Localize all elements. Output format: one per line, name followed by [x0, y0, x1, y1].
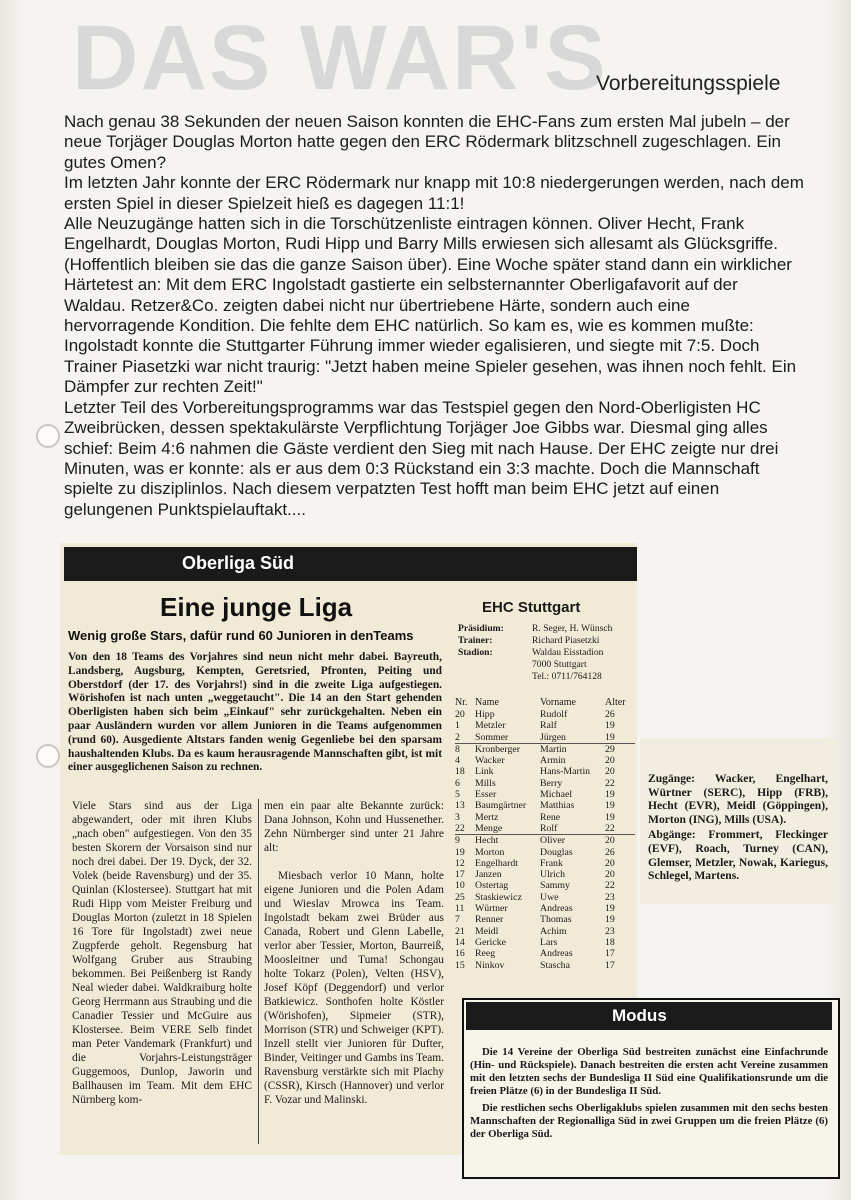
roster-cell: Jürgen: [540, 731, 566, 743]
page-title: DAS WAR'S: [72, 7, 608, 109]
modus-paragraph: Die restlichen sechs Oberligaklubs spielen zusammen mit den sechs besten Mannschaften der Regionalliga Süd in zwei Gruppen um die freien Plätze (6) der Oberliga Süd.: [470, 1102, 828, 1140]
roster-row: [455, 960, 635, 971]
roster-row: [455, 766, 635, 777]
column-divider: [258, 799, 259, 1144]
intro-paragraph: Nach genau 38 Sekunden der neuen Saison konnten die EHC-Fans zum ersten Mal jubeln – der neue Torjäger Douglas Morton hatte gegen den ERC Rödermark blitzschnell zugeschlagen. Ein gutes Omen?: [64, 112, 790, 172]
roster-cell: 19: [605, 811, 615, 823]
roster-row: [455, 812, 635, 823]
club-info-value: 7000 Stuttgart: [532, 659, 587, 670]
clipping-column-2-part-1: men ein paar alte Bekannte zurück: Dana Johnson, Kohn und Hussenether. Zehn Nürnberger sind unter 21 Jahre alt:: [264, 800, 444, 854]
roster-cell: 23: [605, 891, 615, 903]
roster-row: [455, 744, 635, 755]
roster-cell: 25: [455, 891, 465, 903]
roster-cell: 19: [455, 846, 465, 858]
roster-cell: 20: [605, 835, 615, 847]
roster-cell: 22: [605, 777, 615, 789]
roster-cell: 19: [605, 914, 615, 926]
roster-cell: 8: [455, 743, 460, 755]
roster-row: [455, 835, 635, 846]
club-title: EHC Stuttgart: [482, 599, 581, 616]
club-info-label: Präsidium:: [458, 623, 504, 634]
club-info-value: Tel.: 0711/764128: [532, 671, 602, 682]
roster-row: [455, 755, 635, 766]
club-info-label: Stadion:: [458, 647, 493, 658]
roster-cell: Achim: [540, 925, 567, 937]
roster-cell: 19: [605, 903, 615, 915]
roster-cell: 21: [455, 925, 465, 937]
club-info-value: R. Seger, H. Wünsch: [532, 623, 613, 634]
roster-cell: 3: [455, 811, 460, 823]
roster-row: [455, 823, 635, 835]
roster-cell: 22: [605, 880, 615, 892]
roster-cell: Link: [475, 766, 494, 778]
roster-cell: 11: [455, 903, 465, 915]
transfers-text: [648, 772, 828, 883]
roster-cell: 20: [605, 766, 615, 778]
roster-cell: Thomas: [540, 914, 572, 926]
roster-cell: 5: [455, 789, 460, 801]
club-info-row: [458, 671, 602, 682]
roster-cell: Esser: [475, 789, 497, 801]
intro-paragraph: Im letzten Jahr konnte der ERC Rödermark nur knapp mit 10:8 niedergerungen werden, nach dem ersten Spiel in dieser Spielzeit hieß es dagegen 11:1!: [64, 173, 804, 213]
roster-cell: Rudolf: [540, 709, 568, 720]
roster-row: [455, 732, 635, 744]
roster-row: [455, 800, 635, 811]
roster-cell: Staskiewicz: [475, 891, 522, 903]
roster-cell: Martin: [540, 743, 567, 755]
roster-cell: 23: [605, 925, 615, 937]
roster-row: [455, 903, 635, 914]
roster-row: [455, 709, 635, 720]
binder-hole: [36, 424, 60, 448]
roster-row: [455, 720, 635, 731]
roster-cell: Matthias: [540, 800, 575, 812]
roster-cell: Metzler: [475, 720, 506, 732]
roster-cell: 15: [455, 959, 465, 971]
modus-title: Modus: [612, 1006, 667, 1025]
roster-cell: Sommer: [475, 731, 509, 743]
roster-table: [455, 709, 635, 971]
clipping-banner-text: Oberliga Süd: [182, 553, 295, 573]
roster-cell: 20: [605, 869, 615, 881]
roster-cell: Ostertag: [475, 880, 509, 892]
roster-cell: Hans-Martin: [540, 766, 591, 778]
roster-row: [455, 869, 635, 880]
intro-paragraph: Alle Neuzugänge hatten sich in die Torschützenliste eintragen können. Oliver Hecht, Frank Engelhardt, Douglas Morton, Rudi Hipp und Barry Mills erwiesen sich allesamt als Glücksgriffe. (Hoffentlich bleiben sie das die ganze Saison über). Eine Woche später stand dann ein wirklicher Härtetest an: Mit dem ERC Ingolstadt gastierte ein selbsternannter Oberligafavorit auf der Waldau. Retzer&Co. zeigten dabei nicht nur übertriebene Härte, sondern auch eine hervorragende Kondition. Die fehlte dem EHC natürlich. So kam es, wie es kommen mußte: Ingolstadt konnte die Stuttgarter Führung immer wieder egalisieren, und siegte mit 7:5. Doch Trainer Piasetzki war nicht traurig: "Jetzt haben meine Spieler gesehen, was ihnen noch fehlt. Ein Dämpfer zur rechten Zeit!": [64, 214, 797, 397]
roster-cell: 14: [455, 936, 465, 948]
roster-cell: Frank: [540, 857, 563, 869]
roster-cell: Douglas: [540, 846, 573, 858]
roster-cell: Meidl: [475, 925, 499, 937]
abgaenge-list: Frommert, Fleckinger (EVF), Roach, Turney (CAN), Glemser, Metzler, Nowak, Kariegus, Schlegel, Martens.: [648, 828, 828, 883]
roster-cell: Armin: [540, 755, 566, 767]
clipping-subhead: Wenig große Stars, dafür rund 60 Junioren in denTeams: [68, 628, 414, 643]
roster-row: [455, 847, 635, 858]
roster-row: [455, 948, 635, 959]
roster-cell: 29: [605, 743, 615, 755]
binder-hole: [36, 744, 60, 768]
club-info-row: [458, 659, 587, 670]
roster-header-cell: Name: [475, 697, 499, 708]
roster-cell: Berry: [540, 777, 563, 789]
roster-cell: Morton: [475, 846, 505, 858]
roster-row: [455, 880, 635, 891]
roster-cell: 9: [455, 835, 460, 847]
roster-cell: Rene: [540, 811, 561, 823]
roster-cell: 17: [605, 959, 615, 971]
roster-cell: 4: [455, 755, 460, 767]
roster-cell: 19: [605, 731, 615, 743]
roster-row: [455, 778, 635, 789]
roster-cell: 1: [455, 720, 460, 732]
roster-cell: Hipp: [475, 709, 495, 720]
roster-cell: Oliver: [540, 835, 566, 847]
roster-cell: 22: [455, 822, 465, 834]
club-info-row: [458, 623, 612, 634]
roster-header-cell: Alter: [605, 697, 626, 708]
roster-cell: 19: [605, 720, 615, 732]
roster-cell: 17: [605, 948, 615, 960]
roster-cell: Mertz: [475, 811, 499, 823]
roster-row: [455, 914, 635, 925]
roster-cell: 26: [605, 709, 615, 720]
roster-cell: Lars: [540, 936, 558, 948]
roster-cell: 20: [605, 755, 615, 767]
roster-row: [455, 858, 635, 869]
roster-cell: Ninkov: [475, 959, 505, 971]
roster-header-cell: Vorname: [540, 697, 576, 708]
roster-cell: Rolf: [540, 822, 558, 834]
roster-cell: 20: [455, 709, 465, 720]
roster-cell: 13: [455, 800, 465, 812]
roster-cell: Reeg: [475, 948, 496, 960]
clipping-column-2-part-2: Miesbach verlor 10 Mann, holte eigene Junioren und die Polen Adam und Wieslav Mrowca ins Team. Ingolstadt bekam zwei Brüder aus Canada, Robert und Glenn Labelle, verlor aber Tessier, Morton, Baurreiß, Moosleitner und Tuma! Schongau holte Tokarz (Polen), Velten (HSV), Josef Köpf (Deggendorf) und verlor Batkiewicz. Sonthofen holte Köstler (Wörishofen), Sipmeier (STR), Morrison (STR) und Schweiger (KPT). Inzell stellt vier Junioren für Dufter, Binder, Veitinger und Gambs ins Team. Ravensburg verstärkte sich mit Plachy (CSSR), Kirsch (Hannover) und verlor F. Vozar und Malinski.: [264, 870, 444, 1106]
roster-cell: Stascha: [540, 959, 570, 971]
roster-cell: 19: [605, 800, 615, 812]
page-subtitle: Vorbereitungsspiele: [596, 72, 781, 95]
roster-row: [455, 926, 635, 937]
roster-cell: Baumgärtner: [475, 800, 527, 812]
zugaenge-list: Wacker, Engelhart, Würtner (SERC), Hipp (FRB), Hecht (EVR), Meidl (Göppingen), Morton (ING), Mills (USA).: [648, 772, 828, 826]
roster-cell: Andreas: [540, 903, 573, 915]
roster-cell: 12: [455, 857, 465, 869]
roster-cell: 26: [605, 846, 615, 858]
roster-cell: Janzen: [475, 869, 502, 881]
roster-cell: Sammy: [540, 880, 570, 892]
club-info-row: [458, 647, 603, 658]
roster-cell: Mills: [475, 777, 496, 789]
roster-cell: Uwe: [540, 891, 559, 903]
modus-text: [470, 1046, 828, 1145]
roster-row: [455, 789, 635, 800]
roster-cell: Hecht: [475, 835, 499, 847]
roster-cell: 7: [455, 914, 460, 926]
roster-cell: 2: [455, 731, 460, 743]
abgaenge-label: Abgänge:: [648, 828, 696, 842]
roster-cell: Würtner: [475, 903, 508, 915]
roster-header-cell: Nr.: [455, 697, 468, 708]
roster-header: [455, 697, 635, 708]
roster-cell: 6: [455, 777, 460, 789]
roster-cell: Renner: [475, 914, 504, 926]
clipping-column-1: Viele Stars sind aus der Liga abgewandert, oder mit ihren Klubs „nach oben" aufgestiegen. Von den 35 besten Skorern der Vorsaison sind nur noch drei dabei. Der 19. Dyck, der 32. Volek (beide Ravensburg) und der 35. Quinlan (Klostersee). Stuttgart hat mit Rudi Hipp vom Meister Freiburg und Douglas Morton (zuletzt in 18 Spielen 16 Tore für Ingolstadt) zwei neue Zugpferde geholt. Regensburg hat Wolfgang Gruber aus Straubing bekommen. Bei Peißenberg ist Randy Neal wieder dabei. Waldkraiburg holte Georg Herrmann aus Straubing und die Canadier Tessier und McGuire aus Klostersee. Beim VERE Selb findet man Peter Vandemark (Frankfurt) und die Vorjahrs-Leistungsträger Guggemoos, Dunlop, Jaworin und Ballhausen im Team. Mit dem EHC Nürnberg kom-: [72, 800, 252, 1106]
club-info-value: Richard Piasetzki: [532, 635, 600, 646]
club-info-value: Waldau Eisstadion: [532, 647, 604, 658]
roster-cell: 20: [605, 857, 615, 869]
intro-paragraph: Letzter Teil des Vorbereitungsprogramms war das Testspiel gegen den Nord-Oberligisten HC Zweibrücken, dessen spektakulärste Verpflichtung Torjäger Joe Gibbs war. Diesmal ging alles schief: Beim 4:6 nahmen die Gäste verdient den Sieg mit nach Hause. Der EHC zeigte nur drei Minuten, was er konnte: als er aus dem 0:3 Rückstand ein 3:3 machte. Doch die Mannschaft spielte zu disziplinlos. Nach diesem verpatzten Test hofft man beim EHC jetzt auf einen gelungenen Punktspielauftakt....: [64, 397, 779, 519]
roster-row: [455, 892, 635, 903]
intro-article: [64, 112, 804, 520]
roster-cell: Engelhardt: [475, 857, 518, 869]
clipping-lead: Von den 18 Teams des Vorjahres sind neun nicht mehr dabei. Bayreuth, Landsberg, Augsburg, Kempten, Geretsried, Pfronten, Peiting und Oberstdorf (der 17. des Vorjahrs!) sind in die zweite Liga aufgestiegen. Wörishofen ist nach unten „weggetaucht". Die 14 an den Start gehenden Oberligisten haben sich beim „Einkauf" sehr zurückgehalten. Neben ein paar Ausländern wurden vor allem Junioren in die Teams aufgenommen (rund 60). Ausgediente Altstars fanden wenig Gegenliebe bei den sparsam haushaltenden Klubs. Da es kaum herausragende Mannschaften gibt, ist mit einer ausgeglichenen Saison zu rechnen.: [68, 651, 442, 774]
club-info-row: [458, 635, 599, 646]
roster-cell: Michael: [540, 789, 573, 801]
roster-cell: 16: [455, 948, 465, 960]
clipping-headline: Eine junge Liga: [160, 592, 353, 622]
roster-cell: 22: [605, 822, 615, 834]
modus-paragraph: Die 14 Vereine der Oberliga Süd bestreiten zunächst eine Einfachrunde (Hin- und Rückspiele). Danach bestreiten die ersten acht Vereine zusammen mit den letzten sechs der Bundesliga II Süd eine Qualifikationsrunde um die freien Plätze (6) in der Bundesliga II Süd.: [470, 1046, 828, 1097]
roster-cell: Menge: [475, 822, 503, 834]
clipping-banner: [64, 547, 637, 581]
roster-cell: 17: [455, 869, 465, 881]
roster-cell: 10: [455, 880, 465, 892]
zugaenge-label: Zugänge:: [648, 772, 696, 785]
roster-cell: Andreas: [540, 948, 573, 960]
roster-cell: Gericke: [475, 936, 507, 948]
clipping-column-2: [264, 799, 444, 1107]
roster-cell: Kronberger: [475, 743, 520, 755]
roster-cell: 18: [455, 766, 465, 778]
roster-row: [455, 937, 635, 948]
roster-cell: Wacker: [475, 755, 505, 767]
roster-cell: 19: [605, 789, 615, 801]
club-info-label: Trainer:: [458, 635, 493, 646]
roster-cell: Ulrich: [540, 869, 566, 881]
roster-cell: 18: [605, 936, 615, 948]
roster-cell: Ralf: [540, 720, 557, 732]
